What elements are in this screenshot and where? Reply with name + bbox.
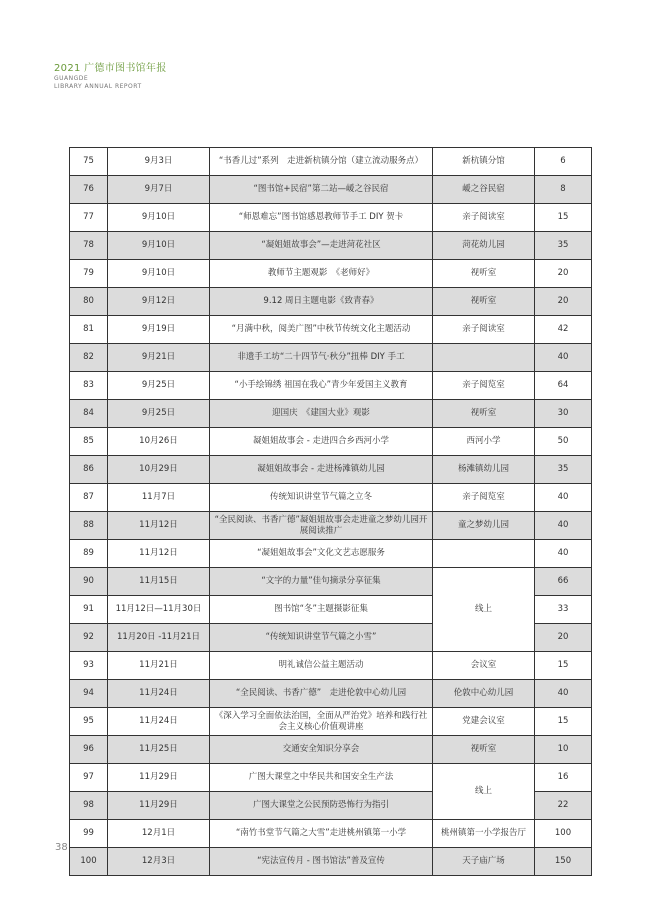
row-number-cell: 83 [70,372,108,400]
activity-cell: “文字的力量”佳句摘录分享征集 [210,568,433,596]
activity-cell: 非遗手工坊“二十四节气·秋分”扭棒 DIY 手工 [210,344,433,372]
activity-cell: “月满中秋，阅美广图”中秋节传统文化主题活动 [210,316,433,344]
table-row [70,400,592,428]
activity-cell: 凝姐姐故事会 - 走进四合乡西河小学 [210,428,433,456]
location-cell: 亲子阅览室 [433,372,535,400]
activity-cell: “全民阅读、书香广德” 走进伦敦中心幼儿园 [210,680,433,708]
row-number-cell: 87 [70,484,108,512]
row-number-cell: 92 [70,624,108,652]
attendance-cell: 22 [535,792,592,820]
location-cell [433,540,535,568]
attendance-cell: 15 [535,708,592,736]
location-cell: 菏花幼儿园 [433,232,535,260]
location-cell: 新杭镇分馆 [433,148,535,176]
attendance-cell: 8 [535,176,592,204]
row-number-cell: 94 [70,680,108,708]
date-cell: 11月24日 [108,680,210,708]
location-cell: 天子庙广场 [433,848,535,876]
date-cell: 9月10日 [108,232,210,260]
date-cell: 11月15日 [108,568,210,596]
table-row [70,652,592,680]
location-cell: 亲子阅读室 [433,204,535,232]
date-cell: 11月12日 [108,512,210,540]
attendance-cell: 40 [535,540,592,568]
table-row [70,344,592,372]
attendance-cell: 35 [535,456,592,484]
activity-cell: “师恩难忘”图书馆感恩教师节手工 DIY 贺卡 [210,204,433,232]
date-cell: 11月29日 [108,764,210,792]
attendance-cell: 20 [535,624,592,652]
attendance-cell: 20 [535,288,592,316]
activity-cell: 明礼诚信公益主题活动 [210,652,433,680]
activity-cell: “小手绘锦绣 祖国在我心”青少年爱国主义教育 [210,372,433,400]
activity-cell: 教师节主题观影 《老师好》 [210,260,433,288]
table-row [70,848,592,876]
date-cell: 11月7日 [108,484,210,512]
location-cell: 西河小学 [433,428,535,456]
row-number-cell: 100 [70,848,108,876]
location-cell: 杨滩镇幼儿园 [433,456,535,484]
table-row [70,456,592,484]
row-number-cell: 95 [70,708,108,736]
attendance-cell: 35 [535,232,592,260]
row-number-cell: 99 [70,820,108,848]
row-number-cell: 88 [70,512,108,540]
attendance-cell: 10 [535,736,592,764]
table-row [70,428,592,456]
attendance-cell: 20 [535,260,592,288]
activity-table [69,147,592,876]
location-cell: 嵈之谷民宿 [433,176,535,204]
table-row [70,736,592,764]
activity-table-body [70,148,592,876]
date-cell: 11月20日 -11月21日 [108,624,210,652]
table-row [70,176,592,204]
activity-cell: 迎国庆 《建国大业》观影 [210,400,433,428]
table-row [70,764,592,792]
activity-cell: “图书馆+民宿”第二站—嵈之谷民宿 [210,176,433,204]
date-cell: 11月24日 [108,708,210,736]
attendance-cell: 33 [535,596,592,624]
location-cell-merged: 线上 [433,764,535,820]
attendance-cell: 100 [535,820,592,848]
date-cell: 9月3日 [108,148,210,176]
attendance-cell: 40 [535,512,592,540]
activity-cell: 交通安全知识分享会 [210,736,433,764]
table-row [70,708,592,736]
attendance-cell: 40 [535,344,592,372]
location-cell [433,344,535,372]
location-cell: 亲子阅读室 [433,316,535,344]
attendance-cell: 15 [535,652,592,680]
activity-cell: 《深入学习全面依法治国，全面从严治党》培养和践行社会主义核心价值观讲座 [210,708,433,736]
row-number-cell: 84 [70,400,108,428]
location-cell: 会议室 [433,652,535,680]
table-row [70,232,592,260]
location-cell: 视听室 [433,288,535,316]
row-number-cell: 76 [70,176,108,204]
row-number-cell: 81 [70,316,108,344]
row-number-cell: 96 [70,736,108,764]
row-number-cell: 78 [70,232,108,260]
table-row [70,148,592,176]
location-cell: 视听室 [433,260,535,288]
date-cell: 9月10日 [108,260,210,288]
date-cell: 9月10日 [108,204,210,232]
date-cell: 11月12日 [108,540,210,568]
row-number-cell: 79 [70,260,108,288]
date-cell: 9月25日 [108,400,210,428]
date-cell: 11月29日 [108,792,210,820]
table-row [70,484,592,512]
attendance-cell: 6 [535,148,592,176]
activity-cell: “全民阅读、书香广德”凝姐姐故事会走进童之梦幼儿园开展阅读推广 [210,512,433,540]
date-cell: 9月25日 [108,372,210,400]
row-number-cell: 80 [70,288,108,316]
report-subtitle-line2: LIBRARY ANNUAL REPORT [54,83,142,90]
row-number-cell: 89 [70,540,108,568]
row-number-cell: 93 [70,652,108,680]
location-cell: 党建会议室 [433,708,535,736]
row-number-cell: 82 [70,344,108,372]
table-row [70,204,592,232]
row-number-cell: 86 [70,456,108,484]
activity-cell: 广图大课堂之公民预防恐怖行为指引 [210,792,433,820]
row-number-cell: 75 [70,148,108,176]
attendance-cell: 40 [535,484,592,512]
date-cell: 11月21日 [108,652,210,680]
table-row [70,512,592,540]
attendance-cell: 64 [535,372,592,400]
location-cell: 亲子阅览室 [433,484,535,512]
table-row [70,540,592,568]
attendance-cell: 30 [535,400,592,428]
report-header [54,62,167,91]
table-row [70,316,592,344]
row-number-cell: 97 [70,764,108,792]
row-number-cell: 90 [70,568,108,596]
attendance-cell: 150 [535,848,592,876]
date-cell: 12月3日 [108,848,210,876]
location-cell-merged: 线上 [433,568,535,652]
table-row [70,260,592,288]
report-subtitle-line1: GUANGDE [54,75,89,82]
activity-cell: “传统知识讲堂节气篇之小雪” [210,624,433,652]
date-cell: 11月25日 [108,736,210,764]
attendance-cell: 42 [535,316,592,344]
location-cell: 视听室 [433,736,535,764]
row-number-cell: 77 [70,204,108,232]
date-cell: 11月12日—11月30日 [108,596,210,624]
activity-cell: 凝姐姐故事会 - 走进杨滩镇幼儿园 [210,456,433,484]
activity-cell: 9.12 周日主题电影《致青春》 [210,288,433,316]
table-row [70,288,592,316]
activity-cell: 广图大课堂之中华民共和国安全生产法 [210,764,433,792]
table-row [70,568,592,596]
activity-cell: 传统知识讲堂节气篇之立冬 [210,484,433,512]
date-cell: 9月12日 [108,288,210,316]
row-number-cell: 85 [70,428,108,456]
attendance-cell: 16 [535,764,592,792]
table-row [70,680,592,708]
page-number: 38 [55,842,68,853]
table-row [70,372,592,400]
date-cell: 10月26日 [108,428,210,456]
attendance-cell: 50 [535,428,592,456]
table-row [70,820,592,848]
activity-cell: “南竹书堂节气篇之大雪”走进桃州镇第一小学 [210,820,433,848]
row-number-cell: 98 [70,792,108,820]
location-cell: 童之梦幼儿园 [433,512,535,540]
location-cell: 视听室 [433,400,535,428]
activity-cell: “书香儿过”系列 走进新杭镇分馆（建立流动服务点） [210,148,433,176]
attendance-cell: 66 [535,568,592,596]
activity-cell: 图书馆“冬”主题摄影征集 [210,596,433,624]
report-title: 2021 广德市图书馆年报 [54,63,167,74]
activity-cell: “宪法宣传月 - 图书馆法”普及宣传 [210,848,433,876]
date-cell: 9月19日 [108,316,210,344]
date-cell: 10月29日 [108,456,210,484]
location-cell: 伦敦中心幼儿园 [433,680,535,708]
row-number-cell: 91 [70,596,108,624]
attendance-cell: 15 [535,204,592,232]
date-cell: 9月21日 [108,344,210,372]
date-cell: 12月1日 [108,820,210,848]
location-cell: 桃州镇第一小学报告厅 [433,820,535,848]
date-cell: 9月7日 [108,176,210,204]
activity-cell: “凝姐姐故事会”—走进菏花社区 [210,232,433,260]
activity-cell: “凝姐姐故事会”文化文艺志愿服务 [210,540,433,568]
attendance-cell: 40 [535,680,592,708]
